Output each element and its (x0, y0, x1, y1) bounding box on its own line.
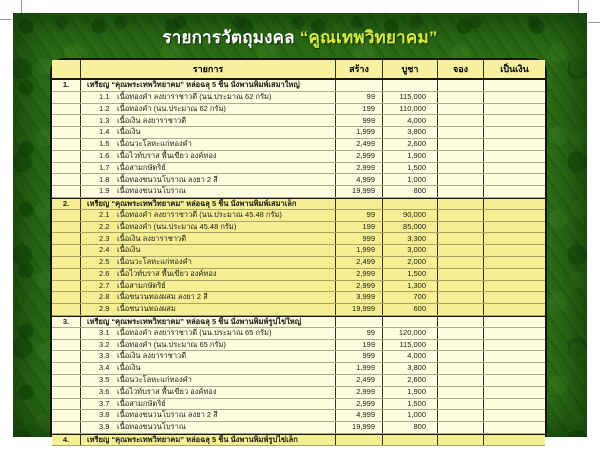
cell-price: 115,000 (382, 92, 437, 103)
cell-item-description: เนื้อทองคำ (นน.ประมาณ 45.48 กรัม) (117, 221, 237, 231)
cell-price: 3,800 (382, 127, 437, 138)
cell-section-number (52, 151, 80, 162)
cell-section-number (52, 363, 80, 374)
cell-item-subnumber: 3.8 (99, 410, 110, 420)
table-row (52, 127, 545, 139)
crop-mark-top-left-vertical (21, 0, 22, 13)
cell-price: 1,000 (382, 174, 437, 185)
cell-reserve (437, 351, 483, 362)
cell-item (80, 151, 335, 162)
cell-item (80, 127, 335, 138)
cell-amount (483, 115, 545, 126)
cell-item (80, 435, 335, 445)
cell-section-number (52, 410, 80, 421)
cell-made-count: 19,999 (335, 304, 382, 315)
cell-made-count: 19,999 (335, 422, 382, 433)
cell-section-number (52, 328, 80, 339)
cell-price: 1,900 (382, 151, 437, 162)
cell-reserve (437, 422, 483, 433)
cell-reserve (437, 375, 483, 386)
cell-item-description: เนื้อทองชนวนโบราณ (117, 422, 186, 432)
cell-item-description: เนื้อไวท์บราส พื้นเขียว องค์ทอง (117, 386, 217, 396)
cell-section-number (52, 387, 80, 398)
cell-item (80, 233, 335, 244)
page-title (13, 25, 587, 51)
cell-item-description: เนื้อชนวนทองผสม ลงยา 2 สี (117, 292, 208, 302)
cell-section-number (52, 92, 80, 103)
cell-amount (483, 281, 545, 292)
header-cell-price: บูชา (382, 60, 437, 78)
cell-item-description: เนื้อเงิน ลงยาราชาวดี (117, 233, 187, 243)
cell-section-number: 4. (62, 434, 70, 444)
header-cell-number (52, 60, 80, 78)
cell-amount (483, 292, 545, 303)
cell-item (80, 351, 335, 362)
table-row (52, 387, 545, 399)
cell-made-count: 19,999 (335, 186, 382, 197)
cell-reserve (437, 304, 483, 315)
cell-made-count: 99 (335, 328, 382, 339)
cell-price: 4,000 (382, 115, 437, 126)
crop-mark-top-right-vertical (578, 0, 579, 13)
cell-amount (483, 104, 545, 115)
cell-price: 115,000 (382, 340, 437, 351)
cell-amount (483, 351, 545, 362)
cell-price: 2,600 (382, 139, 437, 150)
cell-reserve (437, 115, 483, 126)
cell-item-subnumber: 3.7 (99, 398, 110, 408)
cell-made-count: 2,999 (335, 151, 382, 162)
cell-amount (483, 222, 545, 233)
cell-amount (483, 422, 545, 433)
table-row (52, 434, 545, 446)
cell-made-count: 99 (335, 210, 382, 221)
cell-amount (483, 387, 545, 398)
cell-reserve (437, 281, 483, 292)
cell-item-description: เนื้อไวท์บราส พื้นเขียว องค์ทอง (117, 268, 217, 278)
cell-item-subnumber: 1.2 (99, 103, 110, 113)
cell-item-description: เหรียญ “คุณพระเทพวิทยาคม” หล่อฉลุ 5 ชิ้น นั่งพานพิมพ์รูปไข่ใหญ่ (87, 316, 302, 326)
page-title-name: “คูณเทพวิทยาคม” (299, 28, 438, 47)
cell-item-subnumber: 2.4 (99, 245, 110, 255)
cell-item-subnumber: 2.7 (99, 280, 110, 290)
cell-item-subnumber: 2.9 (99, 304, 110, 314)
cell-reserve (437, 199, 483, 209)
cell-item (80, 399, 335, 410)
cell-item (80, 340, 335, 351)
cell-item-subnumber: 2.8 (99, 292, 110, 302)
cell-reserve (437, 387, 483, 398)
cell-reserve (437, 233, 483, 244)
cell-reserve (437, 80, 483, 91)
header-cell-made: สร้าง (335, 60, 382, 78)
cell-section-number (52, 104, 80, 115)
cell-made-count: 199 (335, 340, 382, 351)
cell-item (80, 139, 335, 150)
cell-section-number (52, 351, 80, 362)
cell-reserve (437, 127, 483, 138)
cell-item (80, 186, 335, 197)
cell-amount (483, 435, 545, 445)
cell-item-subnumber: 1.3 (99, 115, 110, 125)
cell-price (382, 199, 437, 209)
cell-price: 1,500 (382, 399, 437, 410)
cell-item (80, 174, 335, 185)
cell-item (80, 199, 335, 209)
cell-made-count: 3,999 (335, 292, 382, 303)
cell-price: 90,000 (382, 210, 437, 221)
table-row (52, 375, 545, 387)
cell-made-count (335, 199, 382, 209)
table-row (52, 292, 545, 304)
cell-item (80, 375, 335, 386)
table-header-row (52, 60, 545, 80)
cell-amount (483, 92, 545, 103)
cell-reserve (437, 435, 483, 445)
cell-amount (483, 174, 545, 185)
cell-item-description: เนื้อทองคำ ลงยาราชาวดี (นน.ประมาณ 65 กรัม) (117, 327, 272, 337)
cell-item-subnumber: 3.4 (99, 363, 110, 373)
cell-price: 3,000 (382, 245, 437, 256)
table-row (52, 80, 545, 92)
cell-amount (483, 399, 545, 410)
cell-amount (483, 163, 545, 174)
cell-reserve (437, 222, 483, 233)
cell-item (80, 328, 335, 339)
cell-item-description: เนื้อนวะโลหะแก่ทองคำ (117, 375, 192, 385)
cell-made-count: 2,499 (335, 375, 382, 386)
table-row (52, 233, 545, 245)
cell-item-subnumber: 3.6 (99, 386, 110, 396)
cell-item (80, 115, 335, 126)
cell-made-count: 1,999 (335, 245, 382, 256)
cell-item-subnumber: 1.5 (99, 139, 110, 149)
cell-reserve (437, 257, 483, 268)
cell-section-number (52, 340, 80, 351)
cell-item-description: เนื้อเงิน (117, 245, 141, 255)
cell-price: 800 (382, 422, 437, 433)
cell-item-description: เนื้อทองชนวนโบราณ ลงยา 2 สี (117, 174, 218, 184)
cell-price: 700 (382, 292, 437, 303)
cell-amount (483, 139, 545, 150)
table-row (52, 316, 545, 328)
cell-reserve (437, 186, 483, 197)
cell-item-subnumber: 2.6 (99, 268, 110, 278)
cell-item-description: เนื้อทองชนวนโบราณ (117, 186, 186, 196)
cell-item-description: เหรียญ “คุณพระเทพวิทยาคม” หล่อฉลุ 5 ชิ้น นั่งพานพิมพ์เสมาเล็ก (87, 198, 297, 208)
cell-item (80, 363, 335, 374)
cell-made-count: 2,999 (335, 387, 382, 398)
crop-mark-top-left-horizontal (0, 19, 11, 20)
cell-section-number (52, 139, 80, 150)
cell-section-number (52, 304, 80, 315)
cell-item-subnumber: 3.1 (99, 327, 110, 337)
table-row (52, 115, 545, 127)
cell-reserve (437, 363, 483, 374)
cell-item-description: เนื้อนวะโลหะแก่ทองคำ (117, 257, 192, 267)
cell-reserve (437, 174, 483, 185)
crop-mark-top-right-horizontal (588, 22, 600, 23)
cell-price (382, 317, 437, 327)
cell-section-number (52, 257, 80, 268)
cell-amount (483, 245, 545, 256)
cell-reserve (437, 139, 483, 150)
cell-amount (483, 233, 545, 244)
cell-section-number: 1. (62, 80, 70, 90)
cell-item-subnumber: 2.5 (99, 257, 110, 267)
slide-background (13, 13, 587, 444)
cell-item-description: เนื้อเงิน (117, 127, 141, 137)
cell-amount (483, 363, 545, 374)
table-row (52, 163, 545, 175)
cell-item-description: เนื้อสามกษัตริย์ (117, 162, 166, 172)
cell-amount (483, 210, 545, 221)
table-row (52, 304, 545, 316)
cell-item-description: เนื้อสามกษัตริย์ (117, 398, 166, 408)
cell-section-number (52, 115, 80, 126)
cell-item-description: เนื้อทองคำ (นน.ประมาณ 62 กรัม) (117, 103, 226, 113)
cell-price: 110,000 (382, 104, 437, 115)
cell-price: 3,800 (382, 363, 437, 374)
cell-item-subnumber: 3.2 (99, 339, 110, 349)
cell-item-description: เนื้อเงิน ลงยาราชาวดี (117, 351, 187, 361)
cell-item-description: เนื้อทองคำ ลงยาราชาวดี (นน.ประมาณ 62 กรัม) (117, 91, 272, 101)
cell-item-subnumber: 1.8 (99, 174, 110, 184)
cell-amount (483, 375, 545, 386)
table-row (52, 257, 545, 269)
cell-item-description: เนื้อทองคำ ลงยาราชาวดี (นน.ประมาณ 45.48 กรัม) (117, 209, 282, 219)
cell-price: 1,500 (382, 269, 437, 280)
cell-item (80, 422, 335, 433)
cell-item-subnumber: 1.7 (99, 162, 110, 172)
cell-item-subnumber: 2.1 (99, 209, 110, 219)
table-row (52, 340, 545, 352)
cell-reserve (437, 410, 483, 421)
cell-made-count: 2,999 (335, 163, 382, 174)
cell-section-number (52, 292, 80, 303)
cell-section-number (52, 233, 80, 244)
cell-reserve (437, 151, 483, 162)
cell-reserve (437, 292, 483, 303)
cell-reserve (437, 92, 483, 103)
table-row (52, 151, 545, 163)
table-row (52, 104, 545, 116)
table-body (52, 80, 545, 446)
cell-price: 1,900 (382, 387, 437, 398)
table-row (52, 269, 545, 281)
cell-made-count: 2,999 (335, 269, 382, 280)
table-row (52, 328, 545, 340)
table-row (52, 363, 545, 375)
cell-item-description: เนื้อชนวนทองผสม (117, 304, 176, 314)
cell-amount (483, 186, 545, 197)
cell-made-count: 1,999 (335, 127, 382, 138)
cell-amount (483, 127, 545, 138)
cell-amount (483, 340, 545, 351)
table-row (52, 399, 545, 411)
table-row (52, 222, 545, 234)
cell-item (80, 104, 335, 115)
cell-item (80, 410, 335, 421)
cell-amount (483, 317, 545, 327)
cell-amount (483, 328, 545, 339)
cell-made-count: 1,999 (335, 363, 382, 374)
cell-item-subnumber: 3.9 (99, 422, 110, 432)
cell-made-count: 999 (335, 233, 382, 244)
cell-price: 1,000 (382, 410, 437, 421)
cell-item (80, 163, 335, 174)
cell-made-count: 199 (335, 222, 382, 233)
cell-item-subnumber: 3.3 (99, 351, 110, 361)
cell-item-subnumber: 1.9 (99, 186, 110, 196)
cell-item-description: เนื้อทองชนวนโบราณ ลงยา 2 สี (117, 410, 218, 420)
cell-amount (483, 151, 545, 162)
header-cell-amount: เป็นเงิน (483, 60, 545, 78)
table-row (52, 198, 545, 210)
cell-price: 800 (382, 186, 437, 197)
cell-amount (483, 80, 545, 91)
cell-item (80, 317, 335, 327)
cell-section-number (52, 127, 80, 138)
cell-section-number (52, 245, 80, 256)
cell-item-subnumber: 3.5 (99, 375, 110, 385)
cell-item-subnumber: 1.1 (99, 91, 110, 101)
cell-item-description: เหรียญ “คุณพระเทพวิทยาคม” หล่อฉลุ 5 ชิ้น นั่งพานพิมพ์รูปไข่เล็ก (87, 434, 298, 444)
cell-amount (483, 269, 545, 280)
cell-section-number (52, 281, 80, 292)
cell-amount (483, 199, 545, 209)
cell-section-number (52, 422, 80, 433)
cell-item-description: เหรียญ “คุณพระเทพวิทยาคม” หล่อฉลุ 5 ชิ้น นั่งพานพิมพ์เสมาใหญ่ (87, 80, 300, 90)
cell-price: 600 (382, 304, 437, 315)
cell-price: 3,300 (382, 233, 437, 244)
cell-price: 2,600 (382, 375, 437, 386)
cell-reserve (437, 104, 483, 115)
cell-price: 1,300 (382, 281, 437, 292)
cell-price: 85,000 (382, 222, 437, 233)
cell-made-count: 2,499 (335, 257, 382, 268)
table-row (52, 92, 545, 104)
table-row (52, 186, 545, 198)
cell-made-count: 999 (335, 351, 382, 362)
cell-price: 120,000 (382, 328, 437, 339)
cell-item-description: เนื้อทองคำ (นน.ประมาณ 65 กรัม) (117, 339, 226, 349)
cell-section-number (52, 399, 80, 410)
cell-section-number (52, 222, 80, 233)
cell-item-description: เนื้อสามกษัตริย์ (117, 280, 166, 290)
cell-item (80, 257, 335, 268)
cell-reserve (437, 399, 483, 410)
table-row (52, 210, 545, 222)
cell-item-description: เนื้อนวะโลหะแก่ทองคำ (117, 139, 192, 149)
cell-amount (483, 410, 545, 421)
cell-item-description: เนื้อไวท์บราส พื้นเขียว องค์ทอง (117, 150, 217, 160)
cell-price: 4,000 (382, 351, 437, 362)
cell-made-count (335, 435, 382, 445)
cell-made-count: 4,999 (335, 410, 382, 421)
cell-price: 2,000 (382, 257, 437, 268)
cell-section-number (52, 174, 80, 185)
cell-reserve (437, 210, 483, 221)
page-title-prefix: รายการวัตถุมงคล (162, 28, 295, 47)
cell-item (80, 304, 335, 315)
cell-item (80, 269, 335, 280)
cell-item-description: เนื้อเงิน ลงยาราชาวดี (117, 115, 187, 125)
cell-made-count: 2,499 (335, 139, 382, 150)
cell-section-number: 2. (62, 198, 70, 208)
table-row (52, 139, 545, 151)
cell-item (80, 281, 335, 292)
cell-reserve (437, 163, 483, 174)
cell-made-count (335, 317, 382, 327)
table-row (52, 174, 545, 186)
cell-item (80, 292, 335, 303)
cell-made-count: 999 (335, 115, 382, 126)
cell-item-subnumber: 2.3 (99, 233, 110, 243)
cell-item (80, 387, 335, 398)
table-row (52, 281, 545, 293)
cell-item-subnumber: 1.6 (99, 150, 110, 160)
cell-item (80, 210, 335, 221)
cell-section-number (52, 269, 80, 280)
cell-reserve (437, 245, 483, 256)
cell-item-subnumber: 2.2 (99, 221, 110, 231)
cell-item (80, 222, 335, 233)
cell-made-count: 2,999 (335, 399, 382, 410)
table-row (52, 245, 545, 257)
cell-item (80, 245, 335, 256)
cell-made-count: 199 (335, 104, 382, 115)
cell-reserve (437, 317, 483, 327)
cell-made-count: 99 (335, 92, 382, 103)
cell-item (80, 92, 335, 103)
table-row (52, 422, 545, 434)
cell-section-number (52, 210, 80, 221)
cell-reserve (437, 269, 483, 280)
cell-price (382, 80, 437, 91)
cell-section-number (52, 375, 80, 386)
cell-price (382, 435, 437, 445)
cell-reserve (437, 328, 483, 339)
table-row (52, 351, 545, 363)
table-row (52, 410, 545, 422)
cell-item-subnumber: 1.4 (99, 127, 110, 137)
cell-amount (483, 257, 545, 268)
header-cell-item: รายการ (80, 60, 335, 78)
cell-section-number (52, 163, 80, 174)
cell-made-count: 2,999 (335, 281, 382, 292)
price-table (50, 58, 547, 444)
cell-reserve (437, 340, 483, 351)
cell-section-number: 3. (62, 316, 70, 326)
cell-price: 1,500 (382, 163, 437, 174)
cell-made-count: 4,999 (335, 174, 382, 185)
cell-item-description: เนื้อเงิน (117, 363, 141, 373)
cell-item (80, 80, 335, 91)
cell-amount (483, 304, 545, 315)
cell-section-number (52, 186, 80, 197)
header-cell-reserve: จอง (437, 60, 483, 78)
cell-made-count (335, 80, 382, 91)
